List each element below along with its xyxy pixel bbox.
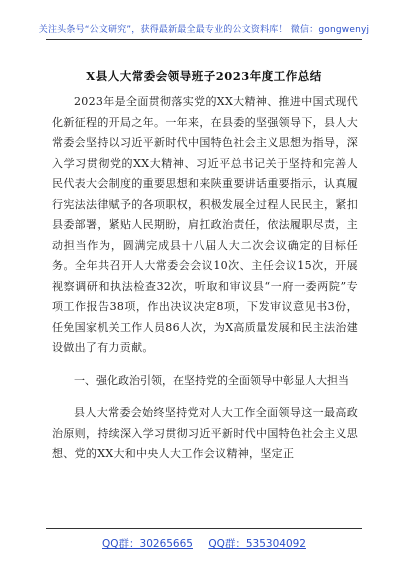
document-body [52, 92, 358, 465]
header-promo-note: 关注头条号“公文研究”，获得最新最全最专业的公文资料库！ 微信：gongwenyj [38, 25, 370, 35]
body-paragraph: 2023年是全面贯彻落实党的XX大精神、推进中国式现代化新征程的开局之年。一年来，在县委的坚强领导下，县人大常委会坚持以习近平新时代中国特色社会主义思想为指导，深入学习贯彻党的XX大精神、习近平总书记关于坚持和完善人民代表大会制度的重要思想和来陕重要讲话重要指示，认真履行宪法法律赋予的各项职权，积极发展全过程人民民主，紧扣县委部署，紧贴人民期盼，肩扛政治责任，依法履职尽责，主动担当作为，圆满完成县十八届人大二次会议确定的目标任务。全年共召开人大常委会会议10次、主任会议15次，开展视察调研和执法检查32次，听取和审议县“一府一委两院”专项工作报告38项，作出决议决定8项，下发审议意见书3份，任免国家机关工作人员86人次，为X高质量发展和民主法治建设做出了有力贡献。 [52, 95, 358, 354]
qq-group-link[interactable]: QQ群：535304092 [208, 538, 306, 550]
footer-contacts [0, 536, 408, 551]
document-title: X县人大常委会领导班子2023年度工作总结 [86, 69, 322, 83]
section-heading: 一、强化政治引领，在坚持党的全面领导中彰显人大担当 [74, 373, 349, 387]
footer-divider [46, 528, 362, 529]
header-divider [46, 39, 362, 40]
body-paragraph: 县人大常委会始终坚持党对人大工作全面领导这一最高政治原则，持续深入学习贯彻习近平新时代中国特色社会主义思想、党的XX大和中央人大工作会议精神，坚定正 [52, 406, 358, 460]
qq-group-link[interactable]: QQ群：30265665 [102, 538, 193, 550]
